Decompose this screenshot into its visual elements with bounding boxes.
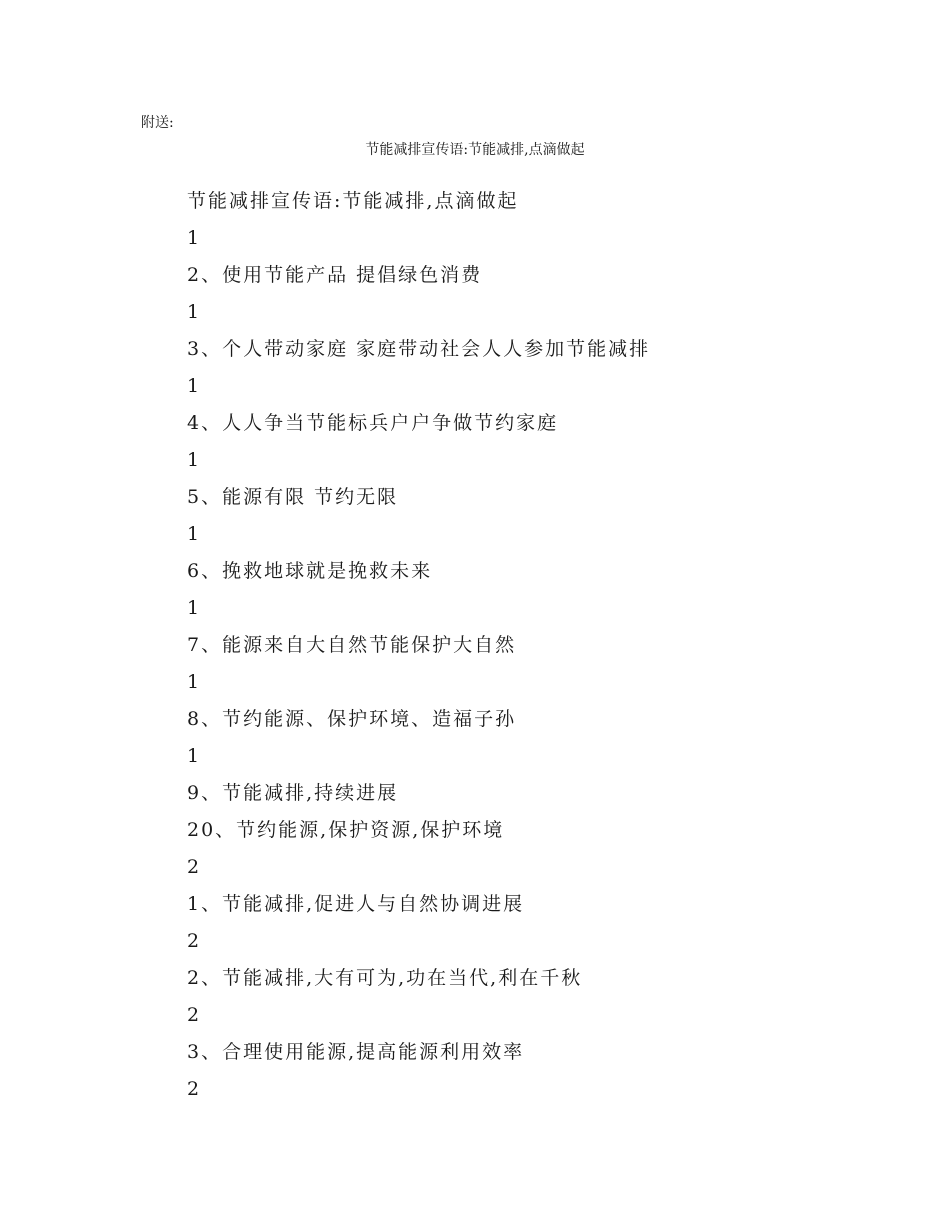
list-line: 1 xyxy=(187,671,202,693)
list-line: 1、节能减排,促进人与自然协调进展 xyxy=(187,893,525,915)
attachment-label: 附送: xyxy=(141,115,174,131)
list-line: 2、使用节能产品 提倡绿色消费 xyxy=(187,264,483,286)
list-line: 1 xyxy=(187,745,202,767)
list-line: 7、能源来自大自然节能保护大自然 xyxy=(187,634,517,656)
list-line: 3、合理使用能源,提高能源利用效率 xyxy=(187,1041,525,1063)
list-line: 1 xyxy=(187,597,202,619)
list-line: 4、人人争当节能标兵户户争做节约家庭 xyxy=(187,412,559,434)
list-line: 2 xyxy=(187,1004,202,1026)
list-line: 2、节能减排,大有可为,功在当代,利在千秋 xyxy=(187,967,583,989)
list-line: 3、个人带动家庭 家庭带动社会人人参加节能减排 xyxy=(187,338,651,360)
list-line: 6、挽救地球就是挽救未来 xyxy=(187,560,433,582)
list-line: 2 xyxy=(187,930,202,952)
list-line: 8、节约能源、保护环境、造福子孙 xyxy=(187,708,517,730)
list-line: 2 xyxy=(187,856,202,878)
slogan-list xyxy=(187,186,650,1111)
list-line: 1 xyxy=(187,301,202,323)
list-line: 1 xyxy=(187,375,202,397)
list-line: 1 xyxy=(187,523,202,545)
list-line: 20、节约能源,保护资源,保护环境 xyxy=(187,819,505,841)
list-line: 5、能源有限 节约无限 xyxy=(187,486,399,508)
list-line: 节能减排宣传语:节能减排,点滴做起 xyxy=(187,190,519,212)
list-line: 9、节能减排,持续进展 xyxy=(187,782,399,804)
list-line: 1 xyxy=(187,227,202,249)
document-subtitle: 节能减排宣传语:节能减排,点滴做起 xyxy=(365,142,585,158)
list-line: 2 xyxy=(187,1078,202,1100)
list-line: 1 xyxy=(187,449,202,471)
